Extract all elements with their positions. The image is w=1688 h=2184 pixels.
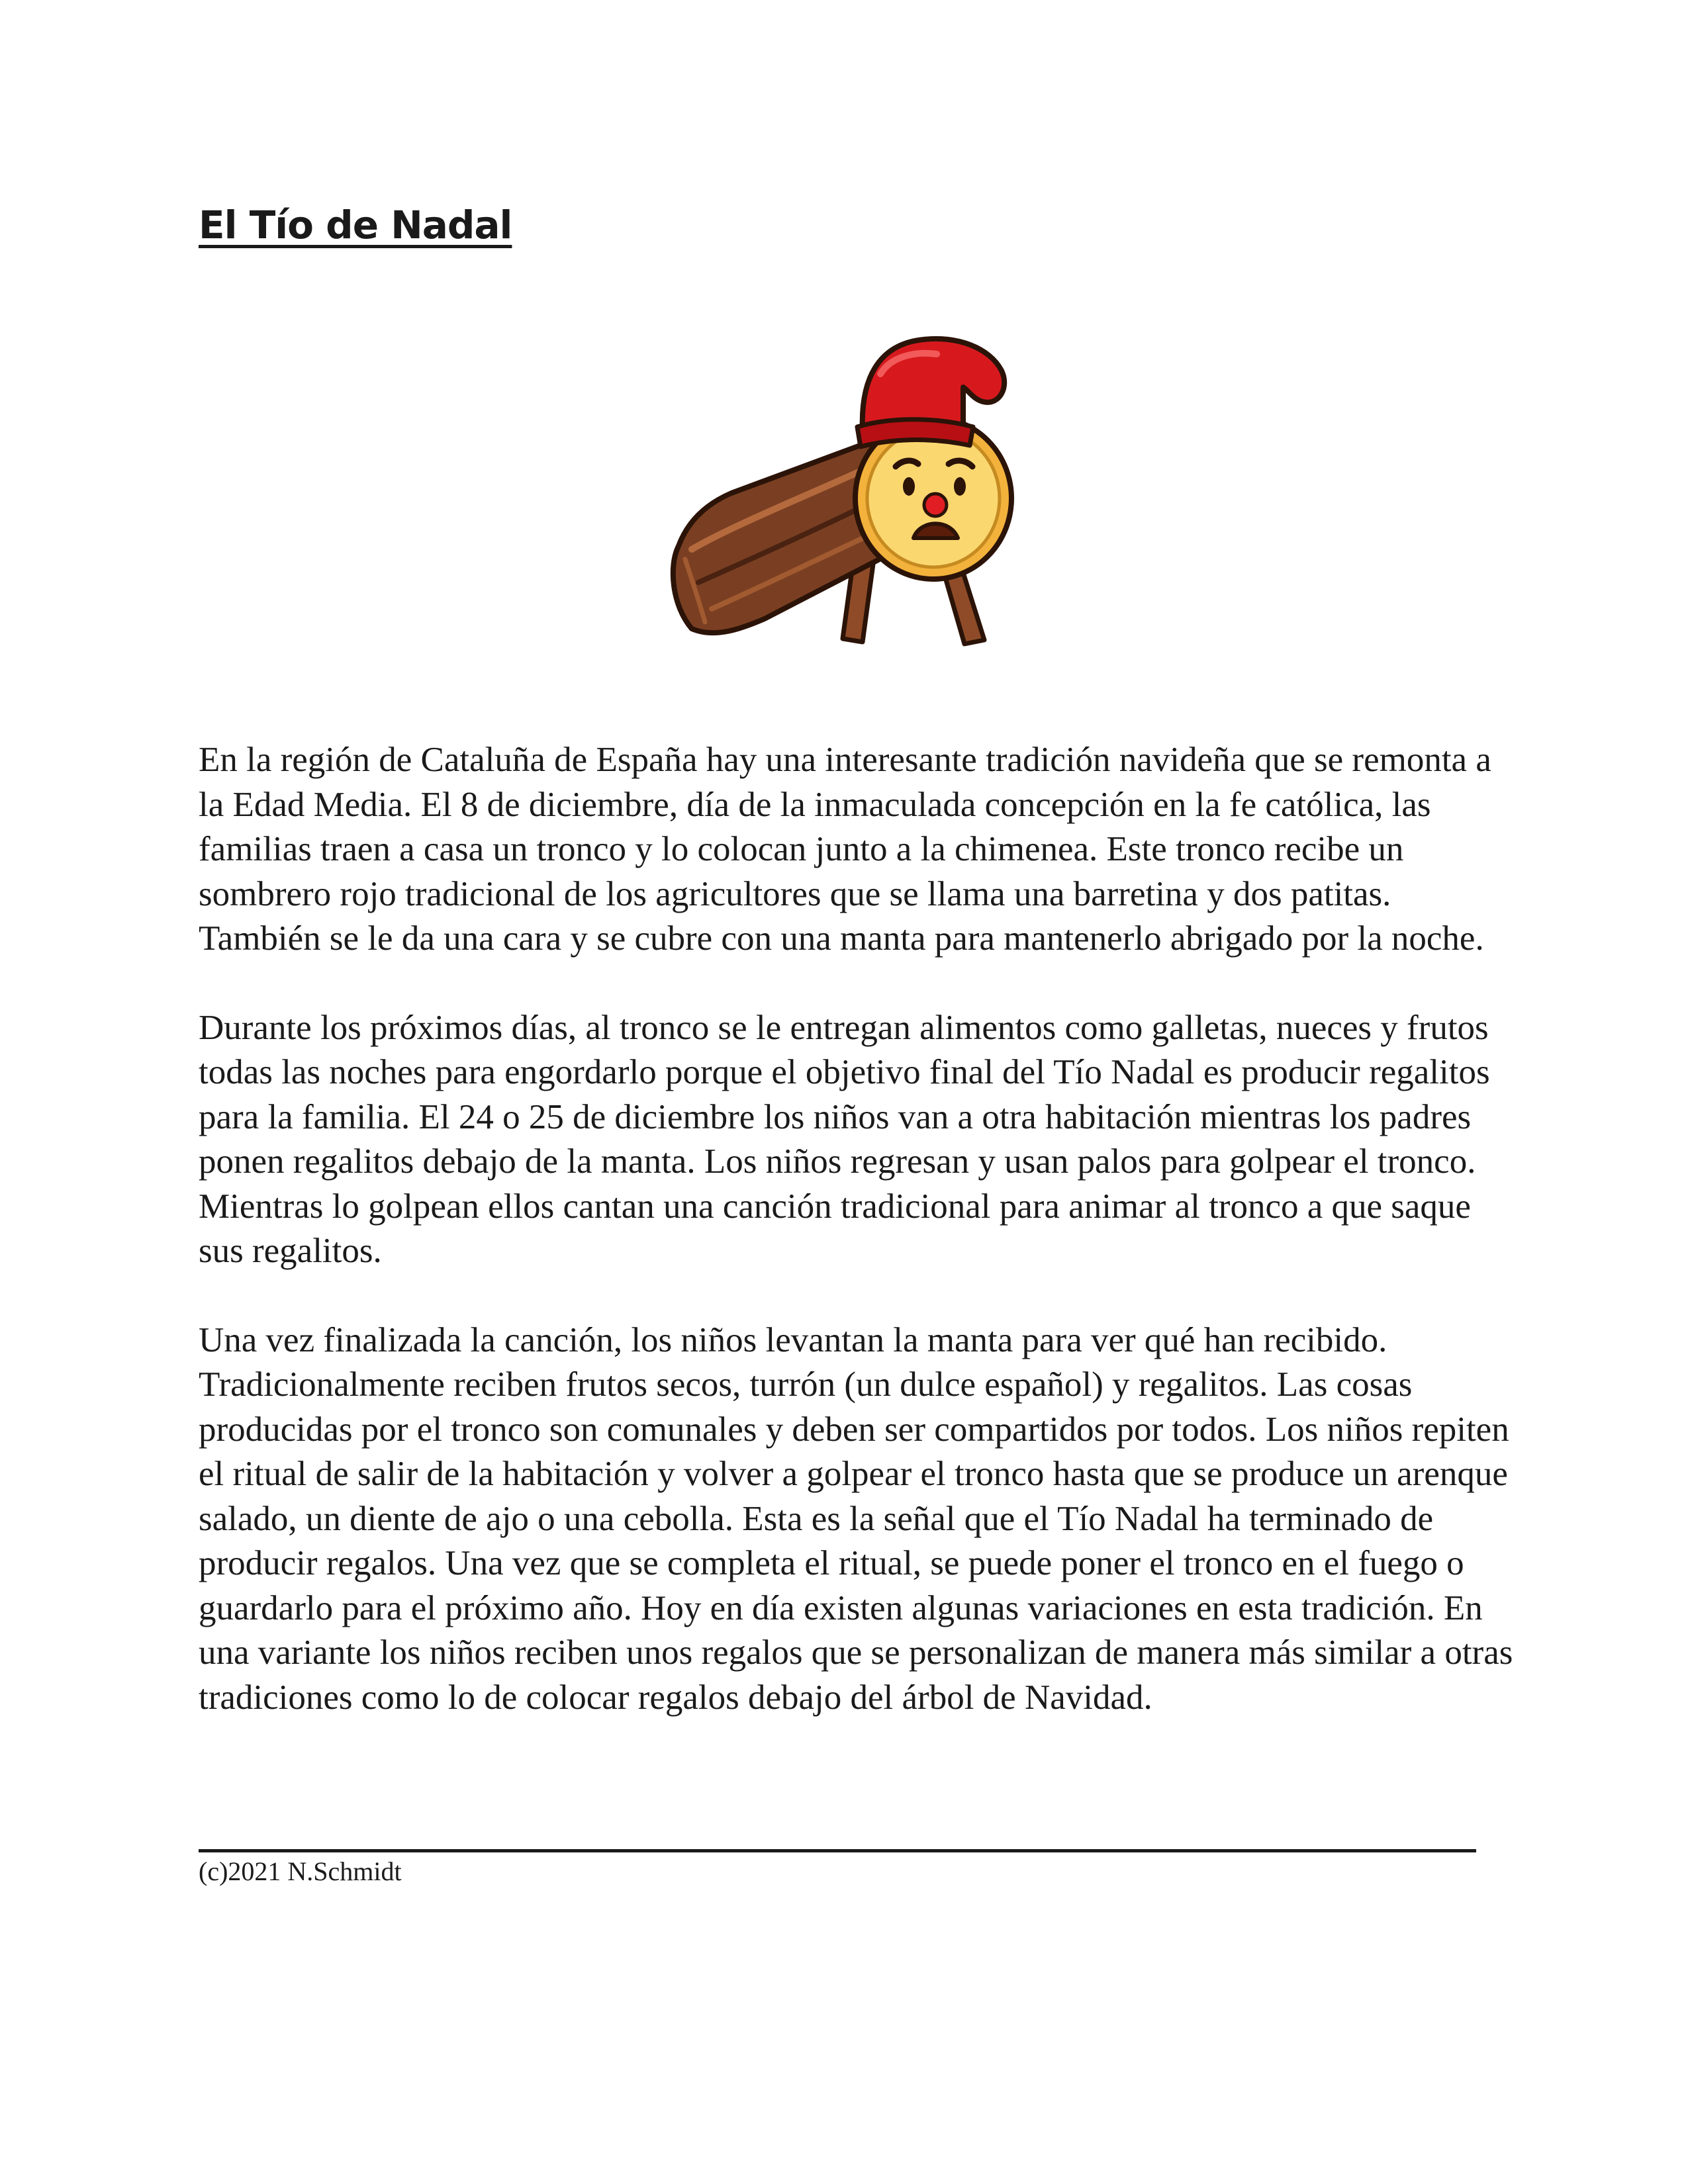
paragraph-2: Durante los próximos días, al tronco se le entregan alimentos como galletas, nueces y frutos todas las noches para engordarlo porque el objetivo final del Tío Nadal es producir regalitos para la familia. El 24 o 25 de diciembre los niños van a otra habitación mientras los padres ponen regalitos debajo de la manta. Los niños regresan y usan palos para golpear el tronco. Mientras lo golpean ellos cantan una canción tradicional para animar al tronco a que saque sus regalitos.: [199, 1008, 1490, 1270]
body-text: [199, 738, 1516, 1764]
footer-divider: [199, 1849, 1476, 1852]
document-title: El Tío de Nadal: [199, 203, 512, 248]
paragraph-3: Una vez finalizada la canción, los niños levantan la manta para ver qué han recibido. Tradicionalmente reciben frutos secos, turrón (un dulce español) y regalitos. Las cosas producidas por el tronco son comunales y deben ser compartidos por todos. Los niños repiten el ritual de salir de la habitación y volver a golpear el tronco hasta que se produce un arenque salado, un diente de ajo o una cebolla. Esta es la señal que el Tío Nadal ha terminado de producir regalos. Una vez que se completa el ritual, se puede poner el tronco en el fuego o guardarlo para el próximo año. Hoy en día existen algunas variaciones en esta tradición. En una variante los niños reciben unos regalos que se personalizan de manera más similar a otras tradiciones como lo de colocar regalos debajo del árbol de Navidad.: [199, 1320, 1513, 1717]
tio-de-nadal-log-icon: [652, 328, 1036, 672]
copyright-footer: (c)2021 N.Schmidt: [199, 1856, 402, 1886]
paragraph-1: En la región de Cataluña de España hay una interesante tradición navideña que se remonta a la Edad Media. El 8 de diciembre, día de la inmaculada concepción en la fe católica, las familias traen a casa un tronco y lo colocan junto a la chimenea. Este tronco recibe un sombrero rojo tradicional de los agricultores que se llama una barretina y dos patitas. También se le da una cara y se cubre con una manta para mantenerlo abrigado por la noche.: [199, 741, 1491, 958]
